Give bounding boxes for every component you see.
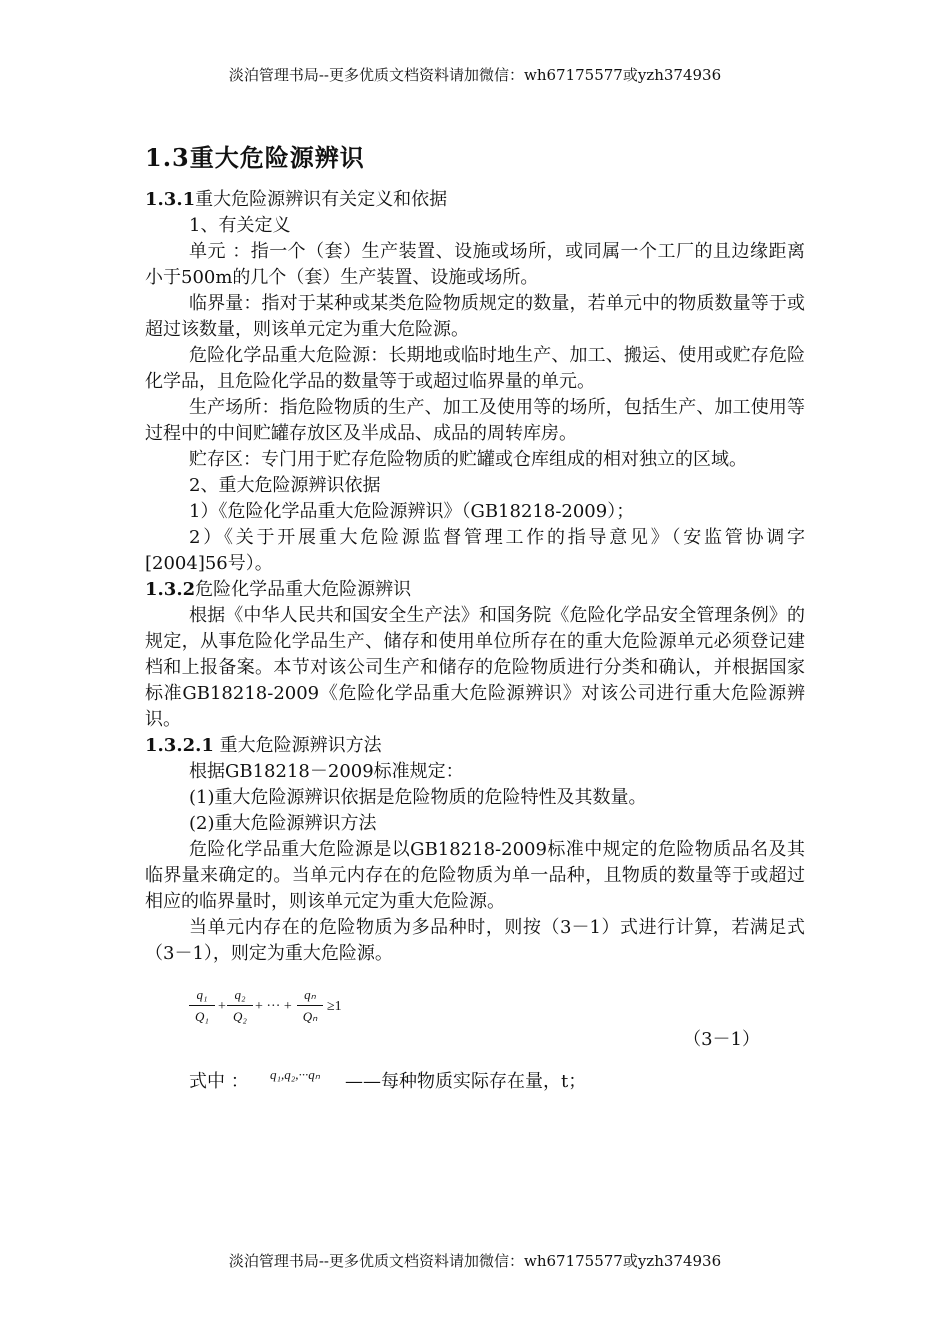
legend-label: 式中 ： [189,1071,249,1092]
paragraph-single-substance: 危险化学品重大危险源是以GB18218-2009标准中规定的危险物质品名及其临界量来确定的。当单元内存在的危险物质为单一品种，且物质的数量等于或超过相应的临界量时，则该单元定为重大危险源。 [145,839,805,912]
numerator: qₙ [297,987,323,1006]
subheading-definitions: 1、有关定义 [189,215,291,236]
numerator: q₂ [227,987,253,1006]
paragraph-multi-substance: 当单元内存在的危险物质为多品种时，则按（3－1）式进行计算，若满足式（3－1），则定为重大危险源。 [145,917,805,964]
reference-2: 2）《关于开展重大危险源监督管理工作的指导意见》（安监管协调字[2004]56号）。 [145,527,805,574]
fraction-n [297,987,323,1025]
heading-number: 1.3.2.1 [145,735,214,756]
heading-1-3-2 [145,577,805,603]
denominator: Q₂ [233,1009,247,1024]
heading-1-3-1 [145,187,805,213]
denominator: Qₙ [302,1009,318,1024]
heading-text: 危险化学品重大危险源辨识 [195,579,412,600]
fraction-2 [227,987,253,1025]
reference-1: 1）《危险化学品重大危险源辨识》（GB18218-2009）； [189,501,635,522]
definition-major-hazard: 危险化学品重大危险源：长期地或临时地生产、加工、搬运、使用或贮存危险化学品，且危险化学品的数量等于或超过临界量的单元。 [145,345,805,392]
heading-number: 1.3.1 [145,189,196,210]
document-body [145,130,805,1097]
point-2: (2)重大危险源辨识方法 [189,813,377,834]
ellipsis-sum: + ··· + [255,999,292,1014]
fraction-1 [189,987,215,1025]
paragraph-1-3-2: 根据《中华人民共和国安全生产法》和国务院《危险化学品安全管理条例》的规定，从事危险化学品生产、储存和使用单位所存在的重大危险源单元必须登记建档和上报备案。本节对该公司生产和储存的危险物质进行分类和确认，并根据国家标准GB18218-2009《危险化学品重大危险源辨识》对该公司进行重大危险源辨识。 [145,605,805,730]
formula-3-1 [145,987,805,1057]
plus-sign: + [218,999,226,1014]
page-header: 淡泊管理书局--更多优质文档资料请加微信：wh67175577或yzh374936 [228,66,722,84]
definition-unit: 单元 ：指一个（套）生产装置、设施或场所，或同属一个工厂的且边缘距离小于500m的几个（套）生产装置、设施或场所。 [145,241,805,288]
section-title: 1.3重大危险源辨识 [145,143,365,172]
definition-storage-area: 贮存区：专门用于贮存危险物质的贮罐或仓库组成的相对独立的区域。 [189,449,747,470]
subheading-basis: 2、重大危险源辨识依据 [189,475,381,496]
heading-text: 重大危险源辨识方法 [213,735,382,756]
formula-legend [145,1067,805,1097]
denominator: Q₁ [195,1009,209,1024]
equation-number: （3－1） [683,1029,760,1050]
definition-production-site: 生产场所：指危险物质的生产、加工及使用等的场所，包括生产、加工使用等过程中的中间贮罐存放区及半成品、成品的周转库房。 [145,397,805,444]
heading-number: 1.3.2 [145,579,196,600]
geq-one: ≥1 [327,999,342,1014]
point-1: (1)重大危险源辨识依据是危险物质的危险特性及其数量。 [189,787,647,808]
legend-description: ——每种物质实际存在量，t； [345,1071,587,1092]
heading-1-3-2-1 [145,733,805,759]
numerator: q₁ [189,987,215,1006]
definition-critical-quantity: 临界量：指对于某种或某类危险物质规定的数量，若单元中的物质数量等于或超过该数量，则该单元定为重大危险源。 [145,293,805,340]
heading-text: 重大危险源辨识有关定义和依据 [195,189,448,210]
legend-variables: q₁,q₂,···qₙ [270,1067,320,1082]
page-footer: 淡泊管理书局--更多优质文档资料请加微信：wh67175577或yzh374936 [228,1252,722,1270]
standard-basis: 根据GB18218－2009标准规定： [189,761,464,782]
